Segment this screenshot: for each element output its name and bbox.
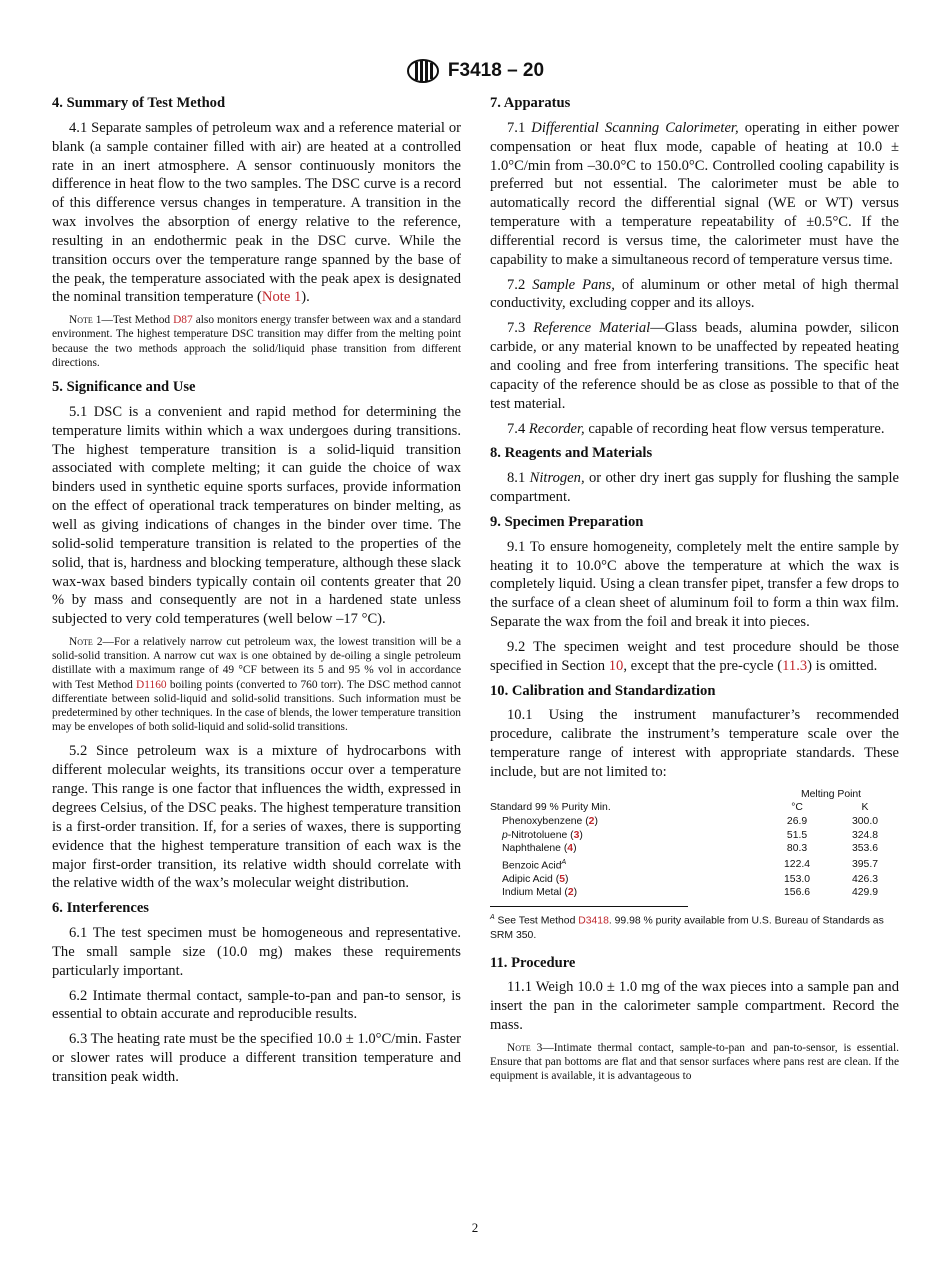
- footnote-text: . 99.98 % purity available from U.S. Bureau of Standards as SRM 350.: [490, 915, 884, 942]
- melting-point-header: Melting Point: [801, 788, 862, 800]
- text-run: Sample Pans,: [532, 276, 615, 293]
- table-row: [490, 842, 899, 856]
- text-run: ).: [301, 289, 310, 306]
- paragraph: [490, 119, 899, 270]
- table-row: [490, 815, 899, 829]
- table-footnote: [490, 911, 899, 943]
- left-column: [52, 94, 461, 1093]
- paragraph: [490, 538, 899, 632]
- kelvin-value: 300.0: [851, 816, 878, 828]
- celsius-value: 26.9: [786, 816, 808, 828]
- paragraph: [490, 420, 899, 439]
- text-run: Reference Material: [533, 320, 651, 337]
- paragraph: [490, 276, 899, 314]
- section-heading: 8. Reagents and Materials: [490, 445, 653, 462]
- table-cell: [490, 788, 763, 802]
- text-run: 5.1 DSC is a convenient and rapid method for determining the temperature limits within which a wax undergoes during transitions. The highest temperature transition is a solid-liquid transition associated with complete melting; it can guide the choice of wax binders used in synthetic equine sports surfaces, provide information on the effect of operational track temperatures on binder melting, as well as giving indications of changes in the binder over time. The solid-solid temperature transition is related to the properties of the solid, that is, hardness and blocking temperature, although these slack wax-wax based binders typically contain oil contents greater that 20 % by mass and consequently are not in a hardened state unless subjected to very cold temperatures (well below –17 °C).: [52, 403, 461, 628]
- page-header: [0, 58, 950, 84]
- text-run: 4.1 Separate samples of petroleum wax and a reference material or blank (a sample container filled with air) are heated at a controlled rate in an inert atmosphere. A sensor continuously monitors the difference in heat flow to the two samples. The DSC curve is a record of this difference versus changes in temperature. A transition in the wax involves the absorption of energy relative to the reference, resulting in an endothermic peak in the DSC curve. While the transition occurs over the temperature range spanned by the base of the peak, the temperature associated with the peak apex is designated the nominal transition temperature (: [52, 119, 461, 306]
- text-run: operating in either power compensation or heat flux mode, capable of heating at 10.0 ± 1.0°C/min from –30.0°C to 150.0°C. Controlled cooling capability is preferred but not essential. The calorimeter must be able to automatically record the differential signal (WE or WT) versus temperature with a temperature repeatability of ±0.5°C. If the differential record is versus time, the calorimeter must have the capability to make a simultaneous record of temperature versus time.: [490, 119, 899, 268]
- section-heading: 5. Significance and Use: [52, 379, 196, 396]
- text-run: of aluminum or other metal of high thermal conductivity, excluding copper and its alloys.: [490, 276, 900, 312]
- paragraph: [490, 319, 899, 413]
- reference-link[interactable]: 3: [573, 829, 580, 841]
- standard-name-cell: p-Nitrotoluene (3): [502, 829, 583, 841]
- standard-name-cell: Indium Metal (2): [502, 887, 578, 899]
- section-heading: 6. Interferences: [52, 900, 149, 917]
- astm-logo-icon: [406, 58, 440, 84]
- text-run: 6.2 Intimate thermal contact, sample-to-pan and pan-to sensor, is essential to obtain accurate and reproducible results.: [52, 987, 461, 1023]
- cross-reference-link[interactable]: Note 1: [261, 289, 302, 306]
- text-run: 7.3: [507, 320, 534, 337]
- text-run: Recorder,: [528, 420, 585, 437]
- text-run: capable of recording heat flow versus temperature.: [584, 420, 885, 437]
- designation: F3418 – 20: [447, 60, 545, 82]
- note-label: Note 3: [507, 1041, 543, 1054]
- text-run: —Intimate thermal contact, sample-to-pan and pan-to-sensor, is essential. Ensure that pan bottoms are flat and that sensor surfaces where pans rest are clean. If the equipment is available, it is advantageous to: [490, 1041, 899, 1083]
- note: [52, 313, 461, 370]
- footnote-mark: A: [561, 858, 567, 866]
- note-label: Note 1: [69, 314, 102, 327]
- paragraph: [52, 924, 461, 981]
- text-run: also monitors energy transfer between wax and a standard environment. The highest temperature DSC transition may differ from the melting point because the two methods approach the solid/liquid phase transition from different directions.: [52, 314, 461, 369]
- section-heading: 9. Specimen Preparation: [490, 513, 644, 530]
- reference-link[interactable]: 4: [567, 843, 574, 855]
- standard-name-cell: Adipic Acid (5): [502, 873, 569, 885]
- standard-name: Phenoxybenzene: [502, 816, 583, 828]
- celsius-value: 156.6: [784, 887, 811, 899]
- reference-link[interactable]: 2: [588, 816, 595, 828]
- kelvin-value: 429.9: [851, 887, 878, 899]
- cross-reference-link[interactable]: 10: [608, 657, 624, 674]
- text-run: —For a relatively narrow cut petroleum wax, the lowest transition will be a solid-solid transition. A narrow cut wax is one obtained by de-oiling a single petroleum distillate with a maximum range of 49 °CF between its 5 and 95 % vol in accordance with Test Method: [52, 636, 461, 691]
- text-run: 6.1 The test specimen must be homogeneous and representative. The small sample size (10.0 mg) makes these requirements particularly important.: [52, 925, 461, 979]
- text-run: —Glass beads, alumina powder, silicon carbide, or any material known to be unaffected by repeated heating and cooling and free from interfering transitions. The specific heat capacity of the reference should be as close as possible to that of the test material.: [490, 320, 899, 412]
- table-header-row: [490, 801, 899, 815]
- text-run: —Test Method: [101, 314, 174, 327]
- paragraph: [52, 742, 461, 893]
- note: [52, 635, 461, 734]
- right-column: [490, 94, 899, 1092]
- note: [490, 1041, 899, 1084]
- paragraph: [52, 119, 461, 307]
- standard-name: -Nitrotoluene: [507, 829, 568, 841]
- footnote-mark: A: [490, 914, 495, 922]
- standard-name: Adipic Acid: [502, 873, 553, 885]
- text-run: 7.1: [507, 119, 532, 136]
- column-header: Standard 99 % Purity Min.: [490, 802, 611, 814]
- name-prefix: p: [502, 829, 508, 841]
- text-run: boiling points (converted to 760 torr). The DSC method cannot differentiate between solid-liquid and solid-solid transitions. Such information must be predetermined by other techniques. In the case of blends, the lower temperature transition may be envelopes of both solid-liquid and solid-solid transitions.: [52, 678, 461, 734]
- paragraph: [490, 978, 899, 1035]
- section-heading: 4. Summary of Test Method: [52, 95, 226, 111]
- text-run: Differential Scanning Calorimeter,: [531, 119, 739, 136]
- text-run: 7.2: [507, 276, 533, 293]
- note-label: Note 2: [69, 636, 103, 649]
- paragraph: [490, 638, 899, 676]
- footnote-text: See Test Method: [494, 915, 579, 927]
- table-row: [490, 829, 899, 843]
- table-row: [490, 856, 899, 873]
- text-run: or other dry inert gas supply for flushing the sample compartment.: [490, 470, 899, 506]
- kelvin-value: 426.3: [851, 873, 878, 885]
- cross-reference-link[interactable]: D1160: [136, 678, 167, 691]
- page-number: 2: [471, 1220, 479, 1235]
- reference-link[interactable]: 5: [559, 873, 565, 885]
- text-run: 9.1 To ensure homogeneity, completely melt the entire sample by heating it to 10.0°C above the temperature at which the wax is completely liquid. Using a clean transfer pipet, transfer a few drops to the surface of a clean sheet of aluminum foil to form a thin wax film. Separate the wax from the foil and break it into pieces.: [490, 538, 899, 631]
- table-row: [490, 873, 899, 887]
- text-run: 5.2 Since petroleum wax is a mixture of hydrocarbons with different molecular weights, its transitions occur over a temperature range. This range is one factor that influences the width, expressed in degrees Celsius, of the DSC peaks. The highest temperature transition is a first-order transition. If, for a series of waxes, there is supporting evidence that the highest temperature transition of each wax is the major first-order transition, its relative width should correlate with the relative width of the wax’s molecular weight distribution.: [52, 743, 461, 892]
- celsius-value: 122.4: [784, 858, 811, 870]
- text-run: 8.1: [507, 470, 530, 487]
- standard-name-cell: Phenoxybenzene (2): [502, 816, 598, 828]
- paragraph: [490, 706, 899, 781]
- table-row: [490, 886, 899, 900]
- text-run: 11.1 Weigh 10.0 ± 1.0 mg of the wax pieces into a sample pan and insert the pan in the calorimeter sample compartment. Record the mass.: [490, 979, 899, 1034]
- text-run: 10.1 Using the instrument manufacturer’s recommended procedure, calibrate the instrument’s temperature scale over the temperature range of interest with appropriate standards. These include, but are not limited to:: [490, 707, 899, 780]
- text-run: 6.3 The heating rate must be the specified 10.0 ± 1.0°C/min. Faster or slower rates will produce a different transition temperature and transition peak width.: [52, 1031, 461, 1085]
- text-run: Nitrogen,: [529, 470, 585, 487]
- text-run: 7.4: [507, 420, 529, 437]
- standard-name: Indium Metal: [502, 887, 562, 899]
- text-run: ) is omitted.: [807, 657, 878, 674]
- text-run: , except that the pre-cycle (: [623, 657, 783, 674]
- table-group-header-row: [490, 788, 899, 802]
- column-header: °C: [791, 802, 803, 814]
- celsius-value: 153.0: [784, 873, 811, 885]
- kelvin-value: 353.6: [851, 843, 878, 855]
- reference-link[interactable]: 2: [567, 887, 574, 899]
- standard-name-cell: Naphthalene (4): [502, 843, 577, 855]
- calibration-table: [490, 788, 899, 900]
- standard-name-cell: [490, 856, 763, 873]
- text-run: 9.2 The specimen weight and test procedure should be those specified in Section: [490, 638, 899, 674]
- column-header: K: [861, 802, 869, 814]
- cross-reference-link[interactable]: 11.3: [782, 657, 808, 674]
- cross-reference-link[interactable]: D3418: [578, 915, 609, 927]
- section-heading: 11. Procedure: [490, 954, 576, 971]
- paragraph: [52, 403, 461, 629]
- celsius-value: 80.3: [786, 843, 808, 855]
- celsius-value: 51.5: [786, 829, 808, 841]
- table-rule: [490, 906, 688, 907]
- paragraph: [490, 469, 899, 507]
- section-heading: 7. Apparatus: [490, 95, 571, 111]
- cross-reference-link[interactable]: D87: [173, 314, 193, 327]
- kelvin-value: 395.7: [851, 858, 878, 870]
- section-heading: 10. Calibration and Standardization: [490, 682, 716, 699]
- standard-name: Naphthalene: [502, 843, 561, 855]
- paragraph: [52, 987, 461, 1025]
- paragraph: [52, 1030, 461, 1087]
- standard-name: Benzoic Acid: [502, 860, 562, 872]
- kelvin-value: 324.8: [851, 829, 878, 841]
